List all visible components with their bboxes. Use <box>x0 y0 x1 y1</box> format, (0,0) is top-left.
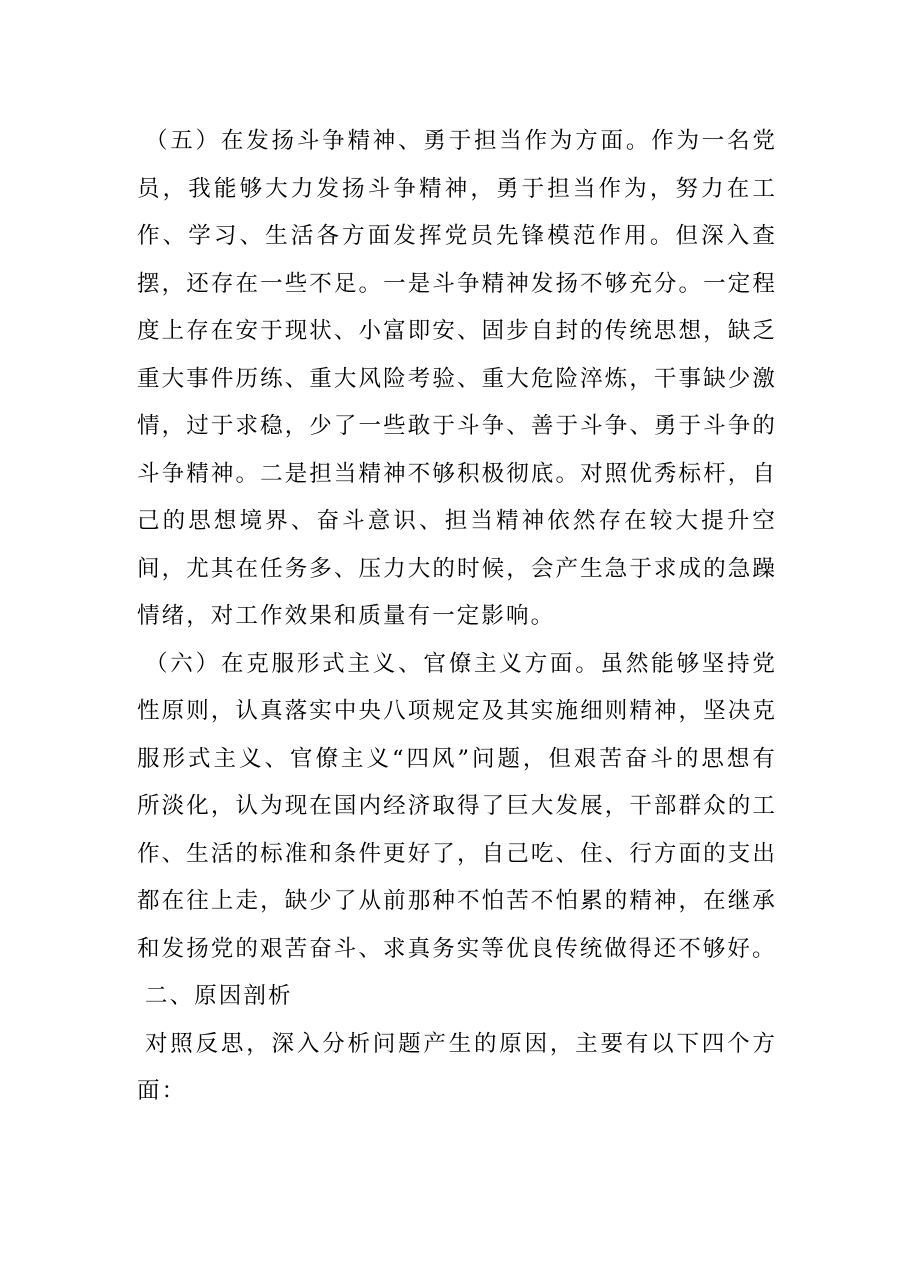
paragraph-intro: 对照反思，深入分析问题产生的原因，主要有以下四个方面： <box>137 1030 777 1104</box>
paragraph-six: （六）在克服形式主义、官僚主义方面。虽然能够坚持党性原则，认真落实中央八项规定及其实施细则精神，坚决克服形式主义、官僚主义“四风”问题，但艰苦奋斗的思想有所淡化，认为现在国内经济取得了巨大发展，干部群众的工作、生活的标准和条件更好了，自己吃、住、行方面的支出都在往上走，缺少了从前那种不怕苦不怕累的精神，在继承和发扬党的艰苦奋斗、求真务实等优良传统做得还不够好。 <box>137 650 777 962</box>
paragraph-five: （五）在发扬斗争精神、勇于担当作为方面。作为一名党员，我能够大力发扬斗争精神，勇于担当作为，努力在工作、学习、生活各方面发挥党员先锋模范作用。但深入查摆，还存在一些不足。一是斗争精神发扬不够充分。一定程度上存在安于现状、小富即安、固步自封的传统思想，缺乏重大事件历练、重大风险考验、重大危险淬炼，干事缺少激情，过于求稳，少了一些敢于斗争、善于斗争、勇于斗争的斗争精神。二是担当精神不够积极彻底。对照优秀标杆，自己的思想境界、奋斗意识、担当精神依然存在较大提升空间，尤其在任务多、压力大的时候，会产生急于求成的急躁情绪，对工作效果和质量有一定影响。 <box>137 128 777 629</box>
section-heading: 二、原因剖析 <box>145 983 293 1009</box>
document-body <box>137 118 777 1116</box>
